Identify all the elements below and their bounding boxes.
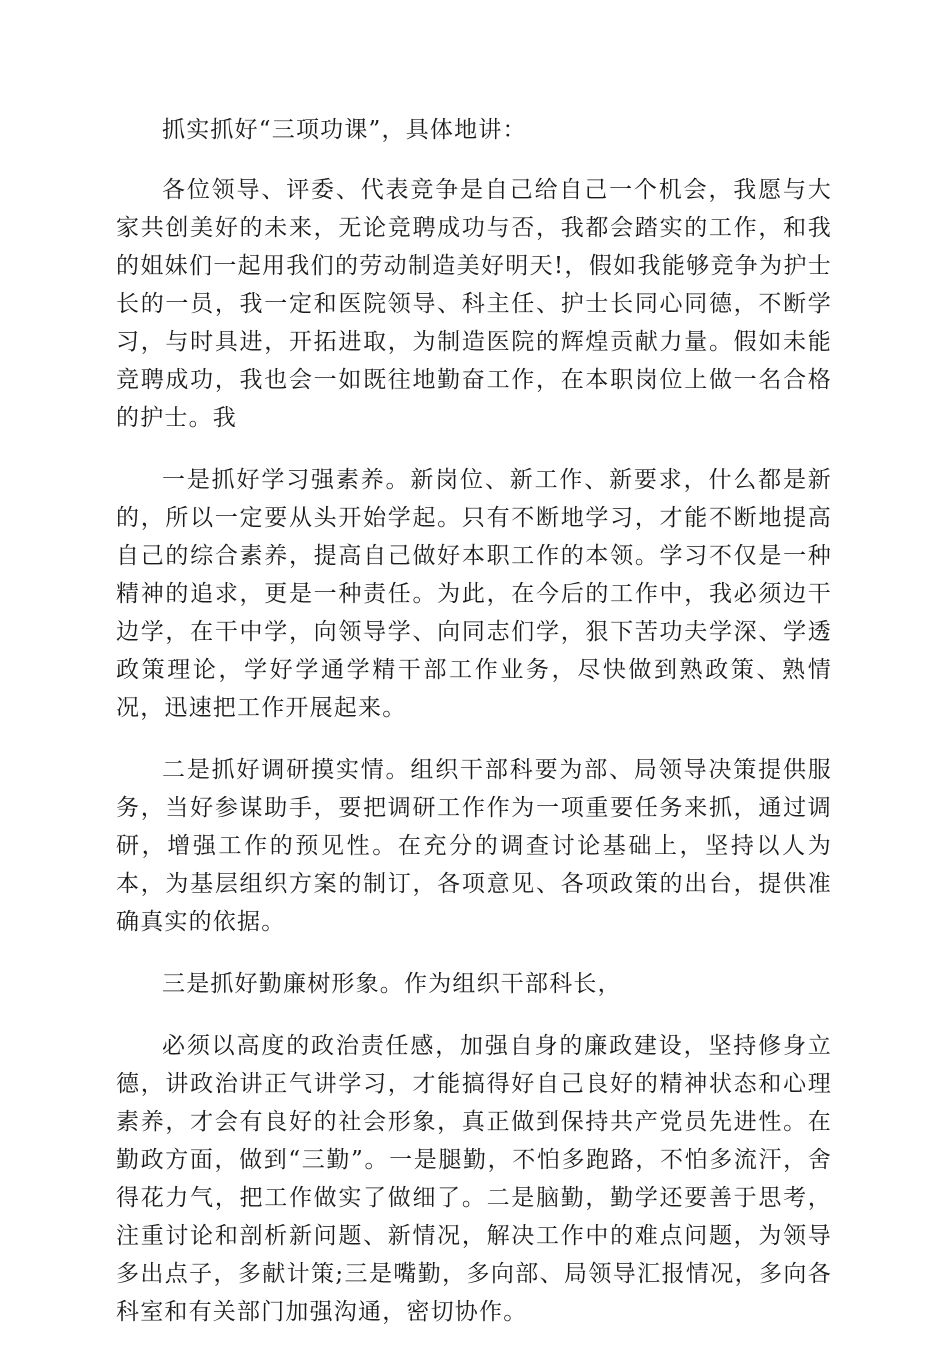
paragraph-integrity-detail: 必须以高度的政治责任感，加强自身的廉政建设，坚持修身立德，讲政治讲正气讲学习，才能搞得好自己良好的精神状态和心理素养，才会有良好的社会形象，真正做到保持共产党员先进性。在勤政方面，做到“三勤”。一是腿勤，不怕多跑路，不怕多流汗，舍得花力气，把工作做实了做细了。二是脑勤，勤学还要善于思考，注重讨论和剖析新问题、新情况，解决工作中的难点问题，为领导多出点子，多献计策;三是嘴勤，多向部、局领导汇报情况，多向各科室和有关部门加强沟通，密切协作。 <box>116 1033 832 1325</box>
document-body <box>116 111 832 1355</box>
paragraph-study: 一是抓好学习强素养。新岗位、新工作、新要求，什么都是新的，所以一定要从头开始学起。只有不断地学习，才能不断地提高自己的综合素养，提高自己做好本职工作的本领。学习不仅是一种精神的追求，更是一种责任。为此，在今后的工作中，我必须边干边学，在干中学，向领导学、向同志们学，狠下苦功夫学深、学透政策理论，学好学通学精干部工作业务，尽快做到熟政策、熟情况，迅速把工作开展起来。 <box>116 467 832 721</box>
paragraph-integrity-heading: 三是抓好勤廉树形象。作为组织干部科长， <box>162 971 622 997</box>
paragraph-intro: 抓实抓好“三项功课”，具体地讲： <box>162 117 527 143</box>
paragraph-competition-statement: 各位领导、评委、代表竞争是自己给自己一个机会，我愿与大家共创美好的未来，无论竞聘成功与否，我都会踏实的工作，和我的姐妹们一起用我们的劳动制造美好明天!，假如我能够竞争为护士长的一员，我一定和医院领导、科主任、护士长同心同德，不断学习，与时具进，开拓进取，为制造医院的辉煌贡献力量。假如未能竞聘成功，我也会一如既往地勤奋工作，在本职岗位上做一名合格的护士。我 <box>116 177 832 431</box>
paragraph-research: 二是抓好调研摸实情。组织干部科要为部、局领导决策提供服务，当好参谋助手，要把调研工作作为一项重要任务来抓，通过调研，增强工作的预见性。在充分的调查讨论基础上，坚持以人为本，为基层组织方案的制订，各项意见、各项政策的出台，提供准确真实的依据。 <box>116 757 832 935</box>
